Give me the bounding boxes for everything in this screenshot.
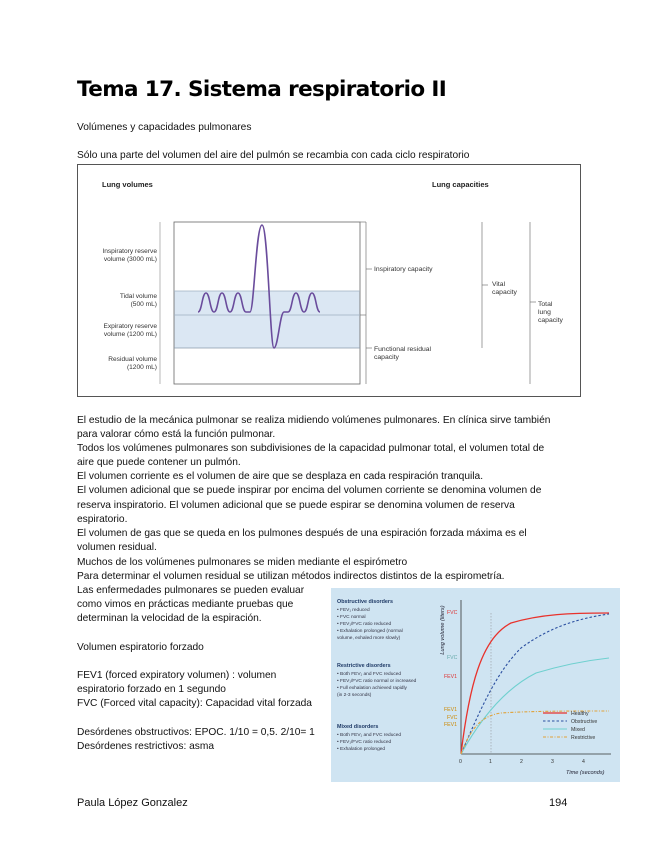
paragraph-line: Muchos de los volúmenes pulmonares se miden mediante el espirómetro — [77, 557, 408, 568]
obstructive-item: • Exhalation prolonged (normal — [337, 629, 403, 634]
obstructive-title: Obstructive disorders — [337, 599, 394, 605]
obstructive-item: • FVC normal — [337, 615, 366, 620]
x-tick: 3 — [551, 759, 554, 765]
lung-volumes-figure — [77, 164, 581, 397]
healthy-curve — [461, 613, 609, 754]
x-tick: 4 — [582, 759, 585, 765]
obstructive-item: volume, exhaled more slowly) — [337, 636, 401, 641]
legend-mixed: Mixed — [571, 727, 585, 733]
label-irv-line1: Inspiratory reserve — [102, 248, 157, 255]
label-erv-line2: volume (1200 mL) — [103, 331, 157, 338]
label-irv-line2: volume (3000 mL) — [103, 256, 157, 263]
label-residual-line2: (1200 mL) — [126, 364, 157, 371]
footer-page-number: 194 — [549, 797, 568, 809]
legend-obstructive: Obstructive — [571, 719, 598, 725]
fig1-left-header: Lung volumes — [102, 180, 153, 189]
mixed-item: • Both FEV₁ and FVC reduced — [337, 733, 402, 738]
paragraph-line: El volumen corriente es el volumen de aire que se desplaza en cada respiración tranquila. — [77, 471, 484, 482]
mixed-item: • Exhalation prolonged — [337, 747, 386, 752]
definition-line: FEV1 (forced expiratory volumen) : volumen — [77, 670, 277, 681]
x-tick: 2 — [520, 759, 523, 765]
paragraph-line: El estudio de la mecánica pulmonar se realiza midiendo volúmenes pulmonares. En clínica sirve también — [77, 415, 551, 426]
label-erv-line1: Expiratory reserve — [103, 323, 157, 330]
disorder-line: Desórdenes restrictivos: asma — [77, 741, 215, 752]
fvc-healthy-mark: FVC — [447, 610, 458, 616]
paragraph-line: para valorar cómo está la función pulmonar. — [77, 429, 276, 440]
paragraph-line: El volumen de gas que se queda en los pulmones después de una espiración forzada máxima es el — [77, 528, 527, 539]
paragraph-line: reserva inspiratorio. El volumen adicional que se puede espirar se denomina volumen de reserva — [77, 500, 515, 511]
obstructive-item: • FEV₁/FVC ratio reduced — [337, 622, 392, 627]
label-vital-line2: capacity — [492, 289, 517, 296]
label-total-line1: Total — [538, 301, 553, 308]
paragraph-line: espiratorio. — [77, 514, 128, 525]
x-axis-label: Time (seconds) — [566, 770, 605, 776]
restrictive-item: • Both FEV₁ and FVC reduced — [337, 672, 402, 677]
obstructive-curve — [461, 614, 609, 754]
disorder-line: Desórdenes obstructivos: EPOC. 1/10 = 0,5. 2/10= 1 — [77, 727, 315, 738]
restrictive-item: (in 2-3 seconds) — [337, 693, 372, 698]
label-inspiratory-capacity: Inspiratory capacity — [374, 266, 433, 273]
paragraph-line: El volumen adicional que se puede inspirar por encima del volumen corriente se denomina volumen de — [77, 485, 542, 496]
restrictive-item: • FEV₁/FVC ratio normal or increased — [337, 679, 417, 684]
x-tick: 1 — [489, 759, 492, 765]
fev1-restrictive-mark: FEV1 — [444, 707, 457, 713]
x-tick: 0 — [459, 759, 462, 765]
y-axis-label: Lung volume (liters) — [440, 605, 446, 655]
fvc-restrictive-mark: FVC — [447, 715, 458, 721]
page-title: Tema 17. Sistema respiratorio II — [77, 77, 447, 102]
paragraph-line: como vimos en prácticas mediante pruebas que — [77, 599, 294, 610]
legend-healthy: Healthy — [571, 711, 589, 717]
definition-line: FVC (Forced vital capacity): Capacidad vital forzada — [77, 698, 312, 709]
section-heading-volumes: Volúmenes y capacidades pulmonares — [77, 122, 252, 133]
restrictive-title: Restrictive disorders — [337, 663, 391, 669]
paragraph-line: volumen residual. — [77, 542, 157, 553]
intro-text: Sólo una parte del volumen del aire del pulmón se recambia con cada ciclo respiratorio — [77, 150, 470, 161]
label-total-line2: lung — [538, 309, 551, 316]
obstructive-item: • FEV₁ reduced — [337, 608, 370, 613]
definition-line: espiratorio forzado en 1 segundo — [77, 684, 226, 695]
mixed-item: • FEV₁/FVC ratio reduced — [337, 740, 392, 745]
paragraph-line: aire que puede contener un pulmón. — [77, 457, 241, 468]
restrictive-curve — [461, 711, 609, 754]
footer-author: Paula López Gonzalez — [77, 797, 188, 809]
label-frc-line2: capacity — [374, 354, 399, 361]
fig1-right-header: Lung capacities — [432, 180, 489, 189]
fvc-mixed-mark: FVC — [447, 655, 458, 661]
label-tidal-line2: (500 mL) — [130, 301, 157, 308]
paragraph-line: Las enfermedades pulmonares se pueden evaluar — [77, 585, 305, 596]
label-vital-line1: Vital — [492, 281, 506, 288]
paragraph-line: Para determinar el volumen residual se utilizan métodos indirectos distintos de la espirometría. — [77, 571, 505, 582]
paragraph-line: Todos los volúmenes pulmonares son subdivisiones de la capacidad pulmonar total, el volumen total de — [77, 443, 545, 454]
restrictive-item: • Full exhalation achieved rapidly — [337, 686, 407, 691]
fev1-healthy-mark: FEV1 — [444, 674, 457, 680]
legend-restrictive: Restrictive — [571, 735, 596, 741]
label-residual-line1: Residual volume — [108, 356, 157, 363]
label-tidal-line1: Tidal volume — [119, 293, 157, 300]
section-heading-fev: Volumen espiratorio forzado — [77, 642, 204, 653]
fev1-mixed-mark: FEV1 — [444, 722, 457, 728]
spirometry-figure — [331, 588, 620, 782]
mixed-title: Mixed disorders — [337, 724, 379, 730]
label-frc-line1: Functional residual — [374, 346, 432, 353]
label-total-line3: capacity — [538, 317, 563, 324]
paragraph-line: determinan la velocidad de la espiración. — [77, 613, 262, 624]
